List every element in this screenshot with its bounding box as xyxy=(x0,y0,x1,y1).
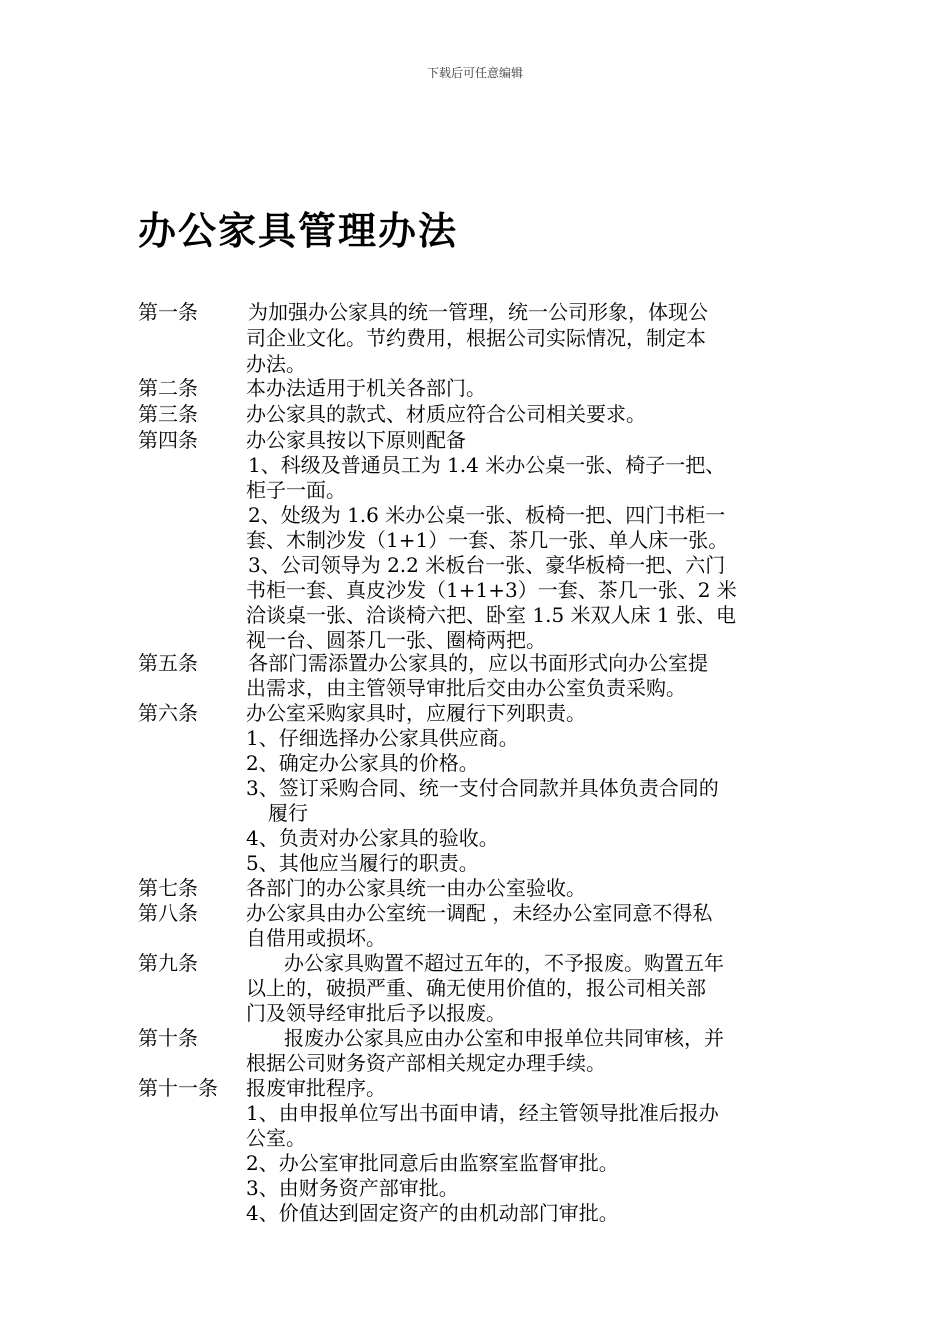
article-line: 4、负责对办公家具的验收。 xyxy=(246,826,499,850)
article-line: 柜子一面。 xyxy=(246,478,346,502)
article-text: 报废办公家具应由办公室和申报单位共同审核，并 xyxy=(284,1026,724,1050)
article-line: 2、确定办公家具的价格。 xyxy=(246,751,479,775)
article-line: 3、由财务资产部审批。 xyxy=(246,1176,459,1200)
article-line: 2、处级为 1.6 米办公桌一张、板椅一把、四门书柜一 xyxy=(248,503,726,527)
article-text: 本办法适用于机关各部门。 xyxy=(246,376,486,400)
page-header: 下载后可任意编辑 xyxy=(426,66,523,80)
article-line: 3、签订采购合同、统一支付合同款并具体负责合同的 xyxy=(246,776,719,800)
article-label: 第七条 xyxy=(138,876,198,900)
article-label: 第十条 xyxy=(138,1026,198,1050)
article-line: 洽谈桌一张、洽谈椅六把、卧室 1.5 米双人床 1 张、电 xyxy=(246,603,736,627)
document-title: 办公家具管理办法 xyxy=(138,208,459,253)
article-line: 司企业文化。节约费用，根据公司实际情况，制定本 xyxy=(246,326,706,350)
article-text: 为加强办公家具的统一管理，统一公司形象，体现公 xyxy=(248,300,708,324)
article-text: 办公家具由办公室统一调配 ，未经办公室同意不得私 xyxy=(246,901,713,925)
article-line: 自借用或损坏。 xyxy=(246,926,386,950)
article-label: 第二条 xyxy=(138,376,198,400)
article-line: 书柜一套、真皮沙发（1+1+3）一套、茶几一张、2 米 xyxy=(246,578,737,602)
article-text: 各部门需添置办公家具的，应以书面形式向办公室提 xyxy=(248,651,708,675)
article-line: 2、办公室审批同意后由监察室监督审批。 xyxy=(246,1151,619,1175)
article-line: 办法。 xyxy=(246,352,306,376)
article-line: 履行 xyxy=(268,801,308,825)
article-line: 4、价值达到固定资产的由机动部门审批。 xyxy=(246,1201,619,1225)
article-label: 第一条 xyxy=(138,300,198,324)
article-label: 第六条 xyxy=(138,701,198,725)
article-line: 1、仔细选择办公家具供应商。 xyxy=(246,726,519,750)
article-line: 套、木制沙发（1+1）一套、茶几一张、单人床一张。 xyxy=(246,528,729,552)
article-line: 以上的，破损严重、确无使用价值的，报公司相关部 xyxy=(246,976,706,1000)
article-text: 办公家具按以下原则配备 xyxy=(246,428,466,452)
article-text: 报废审批程序。 xyxy=(246,1076,386,1100)
article-line: 3、公司领导为 2.2 米板台一张、豪华板椅一把、六门 xyxy=(248,553,726,577)
article-text: 办公室采购家具时，应履行下列职责。 xyxy=(246,701,586,725)
article-line: 门及领导经审批后予以报废。 xyxy=(246,1001,506,1025)
article-text: 办公家具的款式、材质应符合公司相关要求。 xyxy=(246,402,646,426)
article-line: 出需求，由主管领导审批后交由办公室负责采购。 xyxy=(246,676,686,700)
article-label: 第五条 xyxy=(138,651,198,675)
article-label: 第四条 xyxy=(138,428,198,452)
article-label: 第十一条 xyxy=(138,1076,218,1100)
article-label: 第三条 xyxy=(138,402,198,426)
article-line: 根据公司财务资产部相关规定办理手续。 xyxy=(246,1051,606,1075)
article-label: 第九条 xyxy=(138,951,198,975)
article-line: 5、其他应当履行的职责。 xyxy=(246,851,479,875)
article-text: 办公家具购置不超过五年的，不予报废。购置五年 xyxy=(284,951,724,975)
article-line: 视一台、圆茶几一张、圈椅两把。 xyxy=(246,628,546,652)
article-line: 公室。 xyxy=(246,1126,306,1150)
article-label: 第八条 xyxy=(138,901,198,925)
article-text: 各部门的办公家具统一由办公室验收。 xyxy=(246,876,586,900)
article-line: 1、科级及普通员工为 1.4 米办公桌一张、椅子一把、 xyxy=(248,453,726,477)
article-line: 1、由申报单位写出书面申请，经主管领导批准后报办 xyxy=(246,1101,719,1125)
